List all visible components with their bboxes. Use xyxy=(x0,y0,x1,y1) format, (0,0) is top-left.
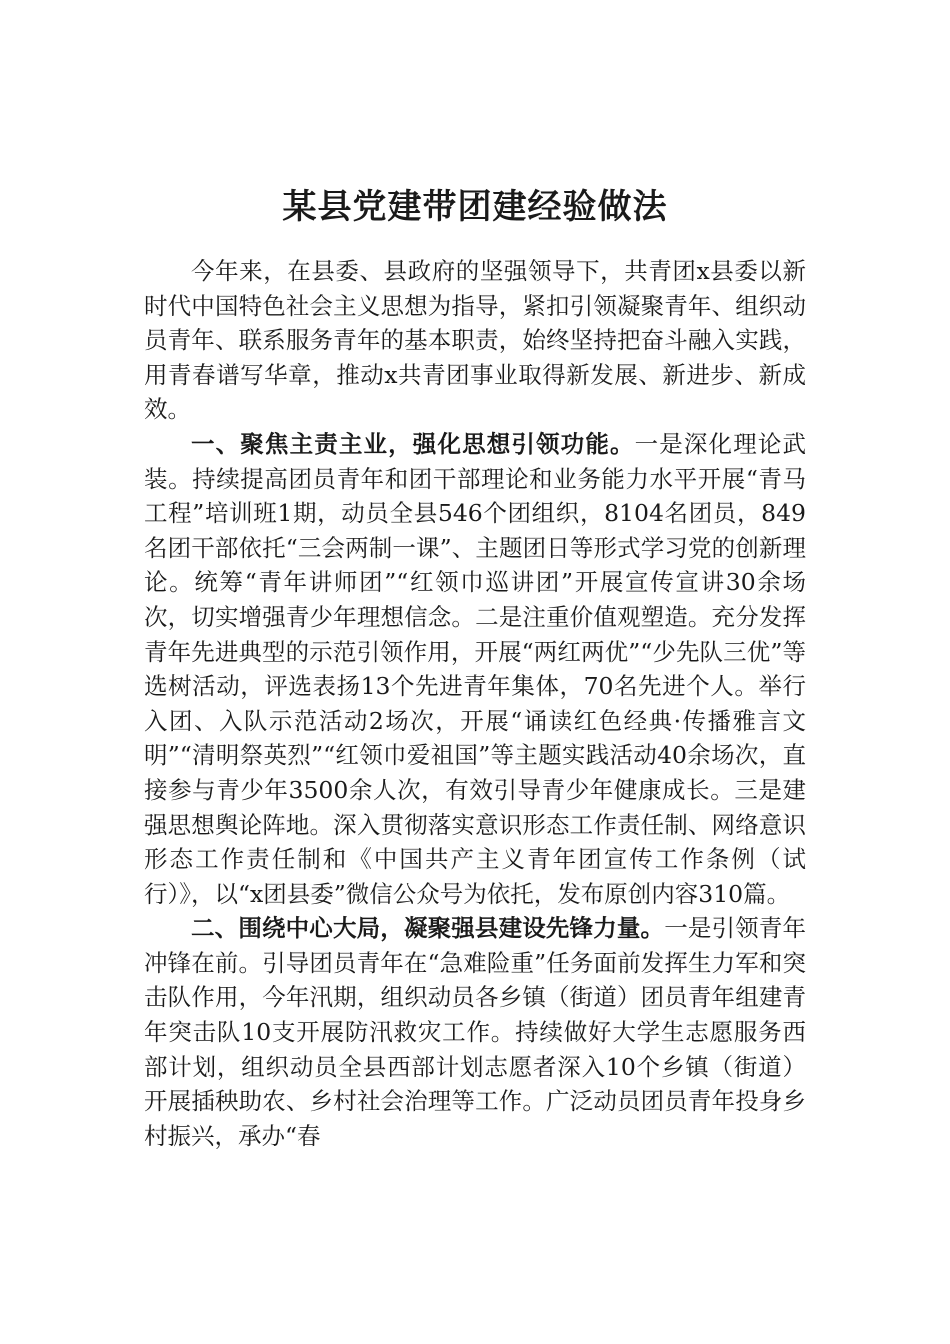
document-title: 某县党建带团建经验做法 xyxy=(282,186,668,227)
paragraph-section-2 xyxy=(144,911,806,1153)
paragraph-text: 今年来，在县委、县政府的坚强领导下，共青团x县委以新时代中国特色社会主义思想为指导，紧扣引领凝聚青年、组织动员青年、联系服务青年的基本职责，始终坚持把奋斗融入实践，用青春谱写华章，推动x共青团事业取得新发展、新进步、新成效。 xyxy=(144,257,806,424)
section-heading: 一、聚焦主责主业，强化思想引领功能。 xyxy=(191,429,635,458)
paragraph-text: 一是深化理论武装。持续提高团员青年和团干部理论和业务能力水平开展“青马工程”培训班1期，动员全县546个团组织，8104名团员，849名团干部依托“三会两制一课”、主题团日等形式学习党的创新理论。统筹“青年讲师团”“红领巾巡讲团”开展宣传宣讲30余场次，切实增强青少年理想信念。二是注重价值观塑造。充分发挥青年先进典型的示范引领作用，开展“两红两优”“少先队三优”等选树活动，评选表扬13个先进青年集体，70名先进个人。举行入团、入队示范活动2场次，开展“诵读红色经典·传播雅言文明”“清明祭英烈”“红领巾爱祖国”等主题实践活动40余场次，直接参与青少年3500余人次，有效引导青少年健康成长。三是建强思想舆论阵地。深入贯彻落实意识形态工作责任制、网络意识形态工作责任制和《中国共产主义青年团宣传工作条例（试行）》，以“x团县委”微信公众号为依托，发布原创内容310篇。 xyxy=(144,429,806,908)
paragraph-text: 一是引领青年冲锋在前。引导团员青年在“急难险重”任务面前发挥生力军和突击队作用，今年汛期，组织动员各乡镇（街道）团员青年组建青年突击队10支开展防汛救灾工作。持续做好大学生志愿服务西部计划，组织动员全县西部计划志愿者深入10个乡镇（街道）开展插秧助农、乡村社会治理等工作。广泛动员团员青年投身乡村振兴，承办“春 xyxy=(144,914,807,1150)
paragraph-section-1 xyxy=(144,427,806,911)
paragraph-intro xyxy=(144,254,806,427)
section-heading: 二、围绕中心大局，凝聚强县建设先锋力量。 xyxy=(191,914,665,943)
document-body xyxy=(144,254,806,1153)
